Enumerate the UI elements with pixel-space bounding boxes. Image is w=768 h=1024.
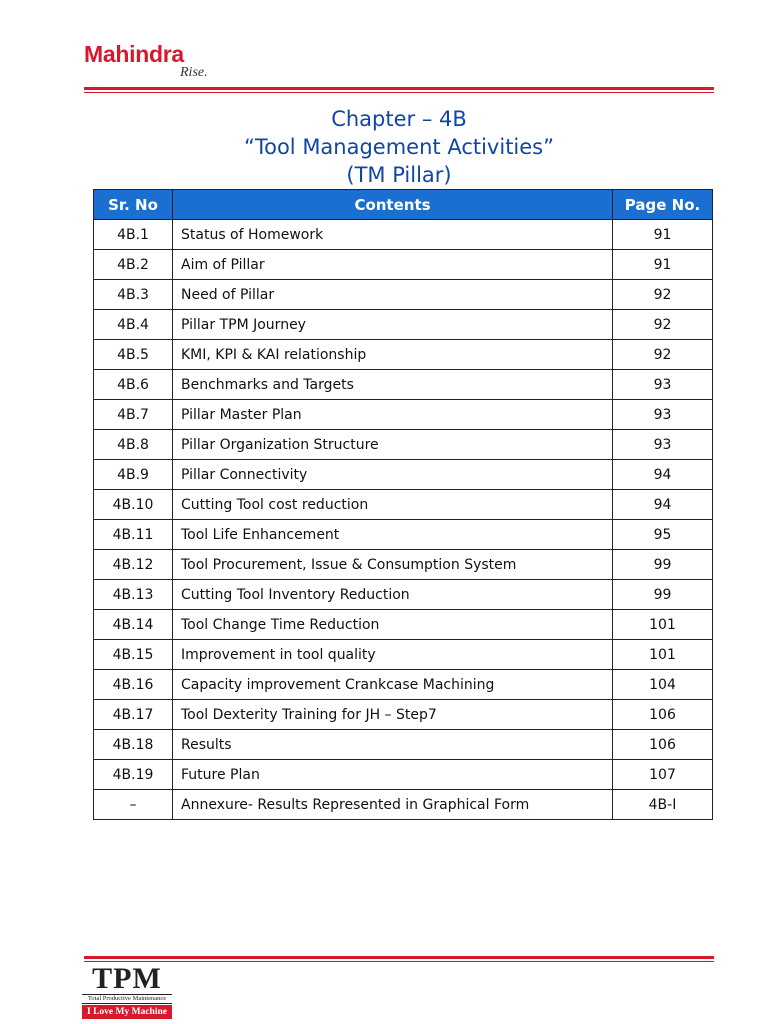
page-no-cell: 104 bbox=[613, 670, 713, 700]
sr-no-cell: 4B.18 bbox=[94, 730, 173, 760]
contents-cell: Pillar TPM Journey bbox=[173, 310, 613, 340]
column-header-page-no: Page No. bbox=[613, 190, 713, 220]
mahindra-logo bbox=[84, 42, 208, 80]
page-no-cell: 92 bbox=[613, 280, 713, 310]
chapter-title: Chapter – 4B bbox=[331, 107, 467, 131]
table-row bbox=[94, 310, 713, 340]
page-no-cell: 99 bbox=[613, 550, 713, 580]
page-no-cell: 93 bbox=[613, 370, 713, 400]
contents-cell: Capacity improvement Crankcase Machining bbox=[173, 670, 613, 700]
page-no-cell: 93 bbox=[613, 430, 713, 460]
contents-cell: Tool Change Time Reduction bbox=[173, 610, 613, 640]
table-header-row bbox=[94, 190, 713, 220]
page-no-cell: 91 bbox=[613, 250, 713, 280]
page-no-cell: 91 bbox=[613, 220, 713, 250]
table-row bbox=[94, 790, 713, 820]
footer-divider-thin bbox=[84, 961, 714, 962]
chapter-pillar: (TM Pillar) bbox=[346, 163, 452, 187]
page-no-cell: 101 bbox=[613, 610, 713, 640]
sr-no-cell: – bbox=[94, 790, 173, 820]
table-row bbox=[94, 670, 713, 700]
tpm-logo-tagline: I Love My Machine bbox=[82, 1005, 172, 1019]
sr-no-cell: 4B.2 bbox=[94, 250, 173, 280]
page-no-cell: 92 bbox=[613, 310, 713, 340]
contents-cell: Tool Procurement, Issue & Consumption System bbox=[173, 550, 613, 580]
table-row bbox=[94, 340, 713, 370]
sr-no-cell: 4B.5 bbox=[94, 340, 173, 370]
page-no-cell: 101 bbox=[613, 640, 713, 670]
contents-cell: Cutting Tool cost reduction bbox=[173, 490, 613, 520]
contents-cell: Status of Homework bbox=[173, 220, 613, 250]
table-row bbox=[94, 250, 713, 280]
sr-no-cell: 4B.15 bbox=[94, 640, 173, 670]
table-row bbox=[94, 370, 713, 400]
contents-cell: Results bbox=[173, 730, 613, 760]
sr-no-cell: 4B.4 bbox=[94, 310, 173, 340]
table-row bbox=[94, 550, 713, 580]
contents-cell: Aim of Pillar bbox=[173, 250, 613, 280]
page-no-cell: 4B-I bbox=[613, 790, 713, 820]
page-no-cell: 92 bbox=[613, 340, 713, 370]
sr-no-cell: 4B.10 bbox=[94, 490, 173, 520]
contents-cell: Pillar Master Plan bbox=[173, 400, 613, 430]
sr-no-cell: 4B.17 bbox=[94, 700, 173, 730]
sr-no-cell: 4B.3 bbox=[94, 280, 173, 310]
chapter-subtitle: “Tool Management Activities” bbox=[243, 135, 555, 159]
tpm-logo-subtitle: Total Productive Maintenance bbox=[82, 994, 172, 1004]
table-row bbox=[94, 460, 713, 490]
contents-cell: Future Plan bbox=[173, 760, 613, 790]
page-no-cell: 95 bbox=[613, 520, 713, 550]
sr-no-cell: 4B.6 bbox=[94, 370, 173, 400]
sr-no-cell: 4B.9 bbox=[94, 460, 173, 490]
sr-no-cell: 4B.14 bbox=[94, 610, 173, 640]
sr-no-cell: 4B.19 bbox=[94, 760, 173, 790]
tpm-logo-text: TPM bbox=[92, 962, 162, 995]
sr-no-cell: 4B.13 bbox=[94, 580, 173, 610]
tpm-logo bbox=[82, 964, 172, 1019]
table-row bbox=[94, 580, 713, 610]
header-divider-thin bbox=[84, 92, 714, 93]
page-no-cell: 94 bbox=[613, 460, 713, 490]
table-row bbox=[94, 610, 713, 640]
table-row bbox=[94, 640, 713, 670]
contents-cell: Tool Life Enhancement bbox=[173, 520, 613, 550]
contents-cell: Improvement in tool quality bbox=[173, 640, 613, 670]
table-row bbox=[94, 490, 713, 520]
table-row bbox=[94, 430, 713, 460]
contents-cell: KMI, KPI & KAI relationship bbox=[173, 340, 613, 370]
sr-no-cell: 4B.16 bbox=[94, 670, 173, 700]
column-header-sr-no: Sr. No bbox=[94, 190, 173, 220]
page-no-cell: 93 bbox=[613, 400, 713, 430]
sr-no-cell: 4B.7 bbox=[94, 400, 173, 430]
page-no-cell: 107 bbox=[613, 760, 713, 790]
page-no-cell: 94 bbox=[613, 490, 713, 520]
page-no-cell: 106 bbox=[613, 730, 713, 760]
column-header-contents: Contents bbox=[173, 190, 613, 220]
table-row bbox=[94, 760, 713, 790]
contents-cell: Annexure- Results Represented in Graphical Form bbox=[173, 790, 613, 820]
table-row bbox=[94, 520, 713, 550]
brand-name: Mahindra bbox=[84, 41, 184, 67]
sr-no-cell: 4B.12 bbox=[94, 550, 173, 580]
contents-table bbox=[93, 189, 713, 820]
contents-cell: Benchmarks and Targets bbox=[173, 370, 613, 400]
table-row bbox=[94, 730, 713, 760]
contents-cell: Pillar Organization Structure bbox=[173, 430, 613, 460]
contents-table-body bbox=[94, 220, 713, 820]
table-row bbox=[94, 700, 713, 730]
sr-no-cell: 4B.11 bbox=[94, 520, 173, 550]
contents-cell: Pillar Connectivity bbox=[173, 460, 613, 490]
contents-cell: Cutting Tool Inventory Reduction bbox=[173, 580, 613, 610]
brand-tagline: Rise. bbox=[180, 65, 208, 80]
page-no-cell: 99 bbox=[613, 580, 713, 610]
contents-cell: Need of Pillar bbox=[173, 280, 613, 310]
contents-cell: Tool Dexterity Training for JH – Step7 bbox=[173, 700, 613, 730]
table-row bbox=[94, 400, 713, 430]
footer-divider bbox=[84, 956, 714, 959]
page-no-cell: 106 bbox=[613, 700, 713, 730]
table-row bbox=[94, 220, 713, 250]
sr-no-cell: 4B.1 bbox=[94, 220, 173, 250]
header-divider bbox=[84, 87, 714, 90]
sr-no-cell: 4B.8 bbox=[94, 430, 173, 460]
table-row bbox=[94, 280, 713, 310]
